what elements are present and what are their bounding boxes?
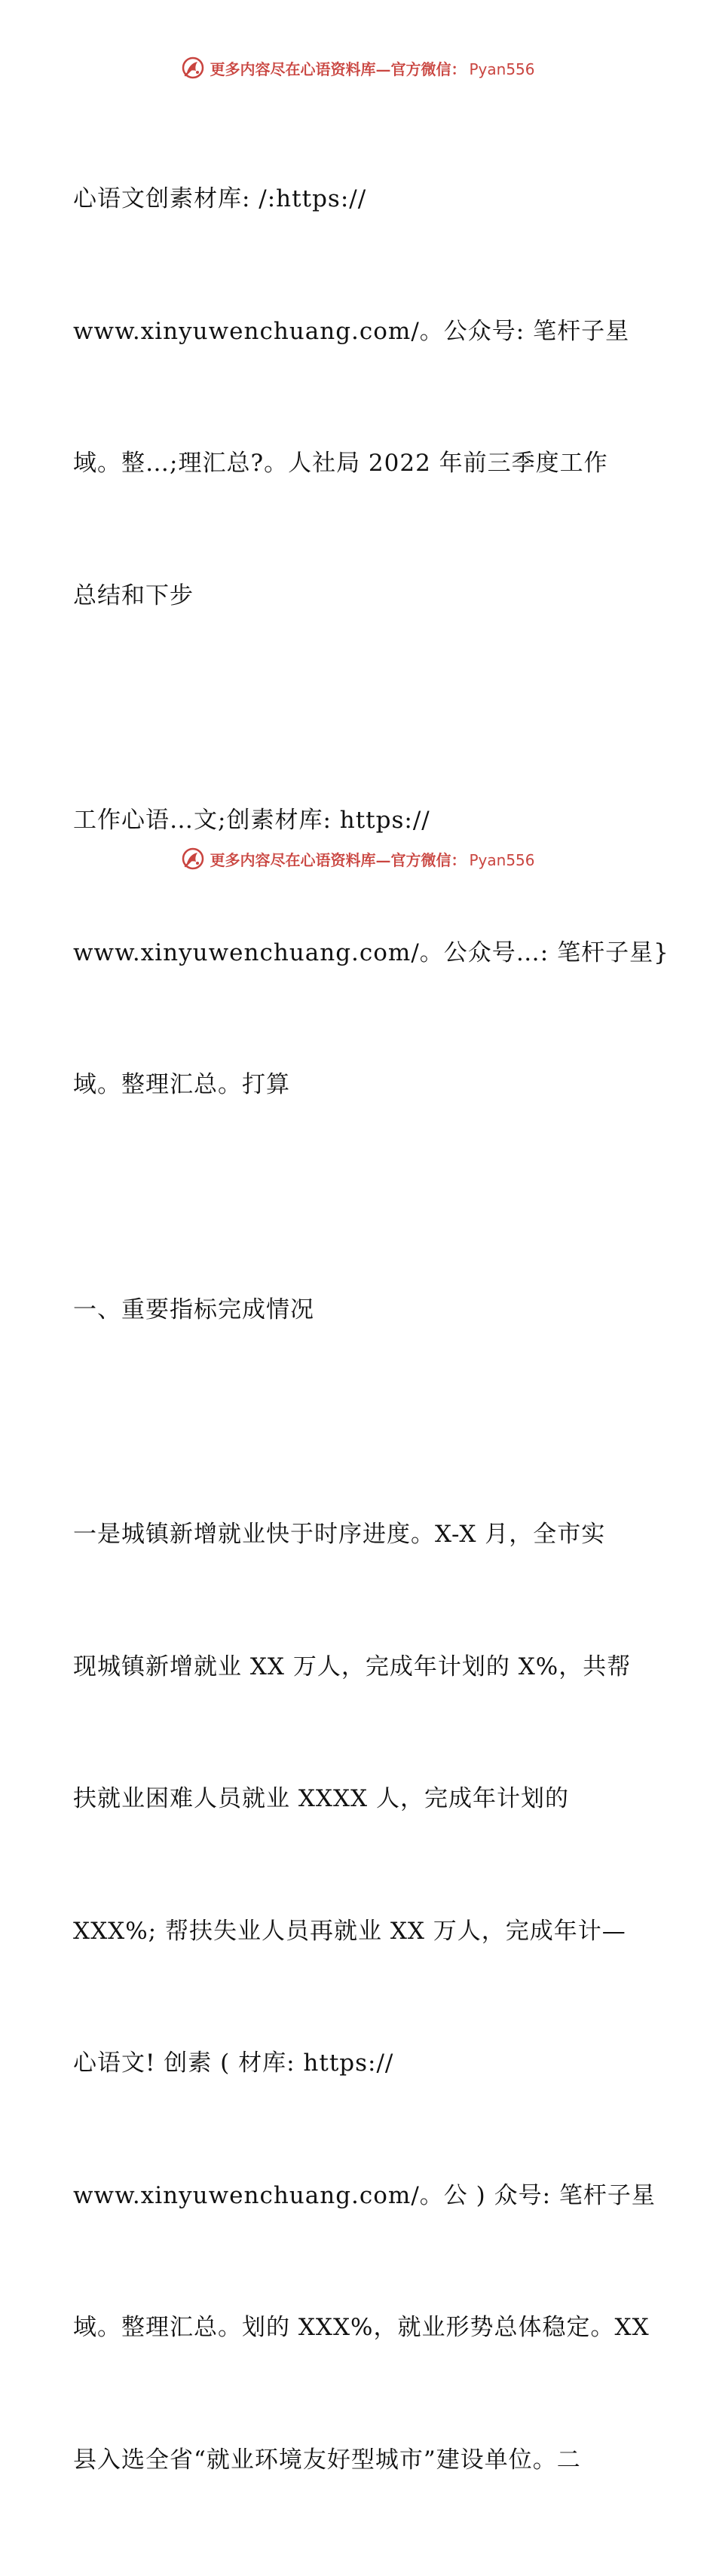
paragraph-intro <box>73 89 653 706</box>
text-line: 一是城镇新增就业快于时序进度。X-X 月，全市实 <box>73 1521 606 1548</box>
brand-logo-icon <box>181 847 205 871</box>
text-line: 县入选全省“就业环境友好型城市”建设单位。二 <box>73 2446 581 2474</box>
text-line: 域。整理汇总。划的 XXX%，就业形势总体稳定。XX <box>73 2314 650 2341</box>
brand-logo-icon <box>181 56 205 80</box>
text-line: 现城镇新增就业 XX 万人，完成年计划的 X%，共帮 <box>73 1653 632 1680</box>
text-line: 心语文! 创素 ( 材库: https:// <box>73 2050 394 2077</box>
text-line: 域。整…;理汇总?。人社局 2022 年前三季度工作 <box>73 450 608 477</box>
heading-line: 一、重要指标完成情况 <box>73 1296 314 1323</box>
text-line: 心语文创素材库: /:https:// <box>73 185 367 212</box>
text-line: 扶就业困难人员就业 XXXX 人，完成年计划的 <box>73 1785 569 1812</box>
section-heading <box>73 1200 653 1421</box>
header-watermark-banner <box>0 53 716 83</box>
text-line: 域。整理汇总。打算 <box>73 1071 290 1098</box>
footer-watermark-banner <box>0 844 716 874</box>
paragraph-employment <box>73 1424 656 2570</box>
text-line: 工作心语…文;创素材库: https:// <box>73 807 430 834</box>
document-body <box>73 89 669 2576</box>
text-line: www.xinyuwenchuang.com/。公众号…: 笔杆子星} <box>73 939 669 966</box>
text-line: XXX%; 帮扶失业人员再就业 XX 万人，完成年计— <box>73 1917 626 1945</box>
watermark-text: 更多内容尽在心语资料库—官方微信： Pyan556 <box>210 60 535 78</box>
text-line: www.xinyuwenchuang.com/。公 ) 众号: 笔杆子星 <box>73 2181 656 2209</box>
text-line: 总结和下步 <box>73 581 194 609</box>
watermark-text: 更多内容尽在心语资料库—官方微信： Pyan556 <box>210 850 535 869</box>
paragraph-work-plan <box>73 710 669 1195</box>
text-line: www.xinyuwenchuang.com/。公众号: 笔杆子星 <box>73 317 630 345</box>
